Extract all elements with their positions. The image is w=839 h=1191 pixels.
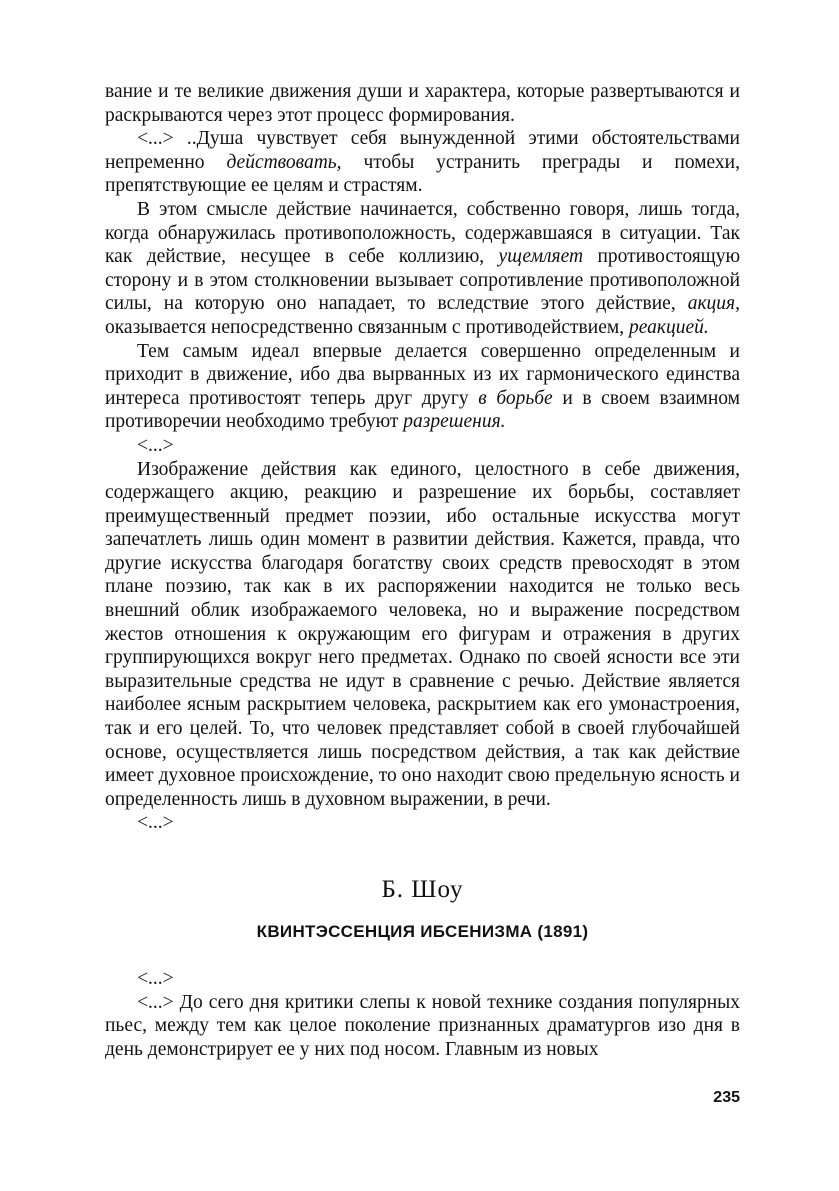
section-author: Б. Шоу xyxy=(381,876,464,903)
emphasis: ущемляет xyxy=(498,246,584,268)
emphasis: в борьбе xyxy=(478,387,553,409)
text-span: В этом смысле действие начинается, собственно говоря, лишь тогда, когда обнаружилась противоположность, содержавшаяся в ситуации. Так как действие, несущее в себе коллизию, xyxy=(105,198,740,268)
paragraph-6: <...> До сего дня критики слепы к новой технике создания популярных пьес, между тем как целое поколение признанных драматургов изо дня в день демонстрирует ее у них под носом. Главным из новых xyxy=(105,991,740,1060)
ellipsis-marker: <...> xyxy=(137,968,174,989)
ellipsis-marker: <...> xyxy=(137,812,174,834)
emphasis: акция, xyxy=(687,293,740,315)
section-title: КВИНТЭССЕНЦИЯ ИБСЕНИЗМА (1891) xyxy=(256,922,589,941)
paragraph-1: вание и те великие движения души и характера, которые развертываются и раскрываются через этот процесс формирования. xyxy=(105,81,740,126)
text-span: противостоящую сторону и в этом столкновении вызывает сопротивление противоположной силы, на которую оно нападает, то вследствие этого действие, xyxy=(105,246,741,315)
paragraph-3 xyxy=(105,198,740,340)
paragraph-2 xyxy=(105,127,740,198)
text-span: <...> ..Душа чувствует себя вынужденной этими обстоятельствами непременно xyxy=(105,128,740,173)
text-span: Тем самым идеал впервые делается совершенно определенным и приходит в движение, ибо два вырванных из их гармонического единства интереса противостоят теперь друг другу xyxy=(105,340,740,409)
emphasis: разрешения. xyxy=(403,411,506,433)
paragraph-4 xyxy=(105,340,740,434)
emphasis: реакцией. xyxy=(628,316,709,338)
ellipsis-marker: <...> xyxy=(137,434,174,456)
text-span: и в своем взаимном противоречии необходимо требуют xyxy=(105,387,740,433)
text-span: чтобы устранить преграды и помехи, препятствующие ее целям и страстям. xyxy=(105,151,740,197)
paragraph-5: Изображение действия как единого, целостного в себе движения, содержащего акцию, реакцию и разрешение их борьбы, составляет преимущественный предмет поэзии, ибо остальные искусства могут запечатлеть лишь один момент в развитии действия. Кажется, правда, что другие искусства благодаря богатству своих средств превосходят в этом плане поэзию, так как в их распоряжении находится не только весь внешний облик изображаемого человека, но и выражение посредством жестов отношения к окружающим его фигурам и отражения в других группирующихся вокруг него предметах. Однако по своей ясности все эти выразительные средства не идут в сравнение с речью. Действие является наиболее ясным раскрытием человека, раскрытием как его умонастроения, так и его целей. То, что человек представляет собой в своей глубочайшей основе, осуществляется лишь посредством действия, а так как действие имеет духовное происхождение, то оно находит свою предельную ясность и определенность лишь в духовном выражении, в речи. xyxy=(105,458,740,810)
text-span: оказывается непосредственно связанным с противодействием, xyxy=(105,316,629,338)
page-body xyxy=(105,80,740,1061)
page-number: 235 xyxy=(713,1089,740,1106)
emphasis: действовать, xyxy=(226,151,342,173)
